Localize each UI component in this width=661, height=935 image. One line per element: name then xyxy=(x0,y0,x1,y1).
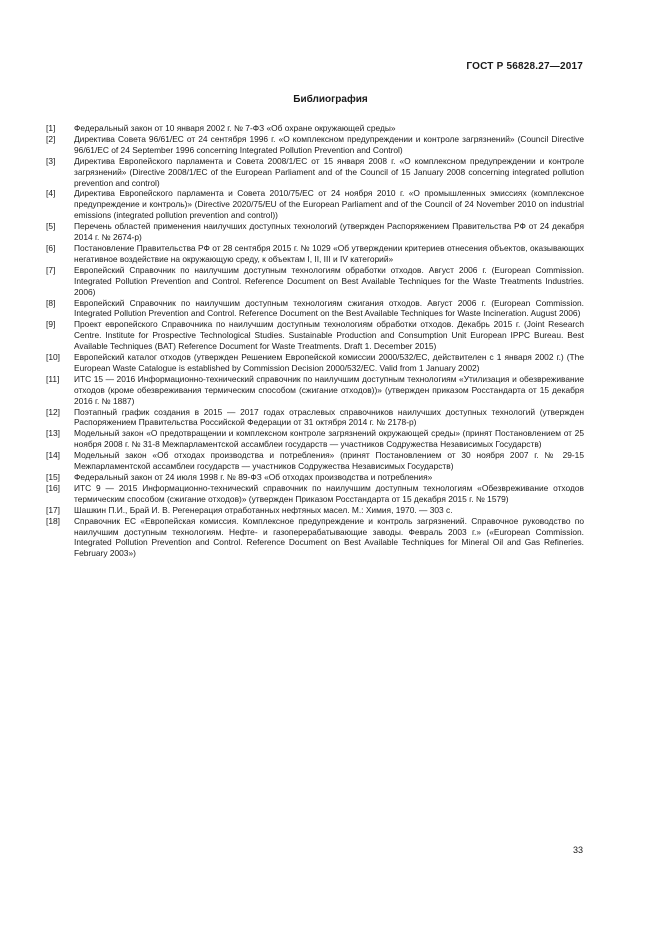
entry-number: [5] xyxy=(46,221,56,232)
entry-number: [17] xyxy=(46,504,60,515)
bibliography-entry xyxy=(46,123,584,134)
entry-text: Европейский каталог отходов (утвержден Решением Европейской комиссии 2000/532/ЕС, действителен с 1 января 2002 г.) (The European Waste Catalogue is established by Commission Decision 2000/532/EC. Valid from 1 January 2002) xyxy=(74,352,584,373)
entry-number: [7] xyxy=(46,264,56,275)
entry-text: Федеральный закон от 10 января 2002 г. № 7-ФЗ «Об охране окружающей среды» xyxy=(74,123,396,133)
document-code: ГОСТ Р 56828.27—2017 xyxy=(466,61,583,72)
entry-number: [12] xyxy=(46,406,60,417)
bibliography-entry xyxy=(46,505,584,516)
bibliography-entry xyxy=(46,319,584,352)
entry-number: [2] xyxy=(46,133,56,144)
entry-number: [3] xyxy=(46,155,56,166)
entry-number: [8] xyxy=(46,297,56,308)
bibliography-entry xyxy=(46,156,584,189)
entry-text: ИТС 15 — 2016 Информационно-технический справочник по наилучшим доступным технологиям «Утилизация и обезвреживание отходов (кроме обезвреживания термическим способом (сжигание отходов))» (утвержден приказом Росстандарта от 15 декабря 2016 г. № 1887) xyxy=(74,373,584,406)
bibliography-entry xyxy=(46,450,584,472)
entry-text: Модельный закон «О предотвращении и комплексном контроле загрязнений окружающей среды» (принят Постановлением от 25 ноября 2008 г. № 31-8 Межпарламентской ассамблеи государств — участников Содружества Независимых Государств) xyxy=(74,428,584,450)
bibliography-entry xyxy=(46,472,584,483)
bibliography-entry xyxy=(46,352,584,374)
entry-number: [16] xyxy=(46,482,60,493)
entry-text: Справочник ЕС «Европейская комиссия. Комплексное предупреждение и контроль загрязнений. Справочное руководство по наилучшим доступным технологиям. Нефте- и газоперерабатывающие заводы. Февраль 2003 г.» («European Commission. Integrated Pollution Prevention and Control. Reference Document on Best Available Techniques for Mineral Oil and Gas Refineries. February 2003») xyxy=(74,515,584,559)
entry-text: Проект европейского Справочника по наилучшим доступным технологиям обработки отходов. Декабрь 2015 г. (Joint Research Centre. Institute for Prospective Technological Studies. Sustainable Production and Consumption Unit European IPPC Bureau. Best Available Techniques (BAT) Reference Document for Waste Treatments. Draft 1. December 2015) xyxy=(74,319,584,352)
entry-text: Европейский Справочник по наилучшим доступным технологиям обработки отходов. Август 2006 г. (European Commission. Integrated Pollution Prevention and Control. Reference Document on Best Available Techniques for the Waste Treatments Industries. 2006) xyxy=(74,264,584,297)
entry-number: [11] xyxy=(46,373,60,384)
section-title: Библиография xyxy=(293,94,368,105)
bibliography-entry xyxy=(46,243,584,265)
bibliography-entry xyxy=(46,374,584,407)
bibliography-list xyxy=(46,123,584,559)
entry-text: Шашкин П.И., Брай И. В. Регенерация отработанных нефтяных масел. М.: Химия, 1970. — 303 с. xyxy=(74,504,453,515)
bibliography-entry xyxy=(46,298,584,320)
bibliography-entry xyxy=(46,221,584,243)
entry-number: [15] xyxy=(46,472,60,482)
bibliography-entry xyxy=(46,265,584,298)
entry-text: Модельный закон «Об отходах производства и потребления» (принят Постановлением от 30 ноября 2007 г. № 29-15 Межпарламентской ассамблеи государств — участников Содружества Независимых Государств) xyxy=(74,450,584,472)
entry-number: [13] xyxy=(46,428,60,439)
entry-text: Директива Европейского парламента и Совета 2008/1/ЕС от 15 января 2008 г. «О комплексном предупреждении и контроле загрязнений» (Directive 2008/1/EC of the European Parliament and of the Council of 15 January 2008 concerning integrated pollution prevention and control) xyxy=(74,155,584,188)
bibliography-entry xyxy=(46,407,584,429)
bibliography-entry xyxy=(46,188,584,221)
bibliography-entry xyxy=(46,516,584,560)
entry-text: Перечень областей применения наилучших доступных технологий (утвержден Распоряжением Правительства РФ от 24 декабря 2014 г. № 2674-р) xyxy=(74,221,584,243)
entry-text: Постановление Правительства РФ от 28 сентября 2015 г. № 1029 «Об утверждении критериев отнесения объектов, оказывающих негативное воздействие на окружающую среду, к объектам I, II, III и IV категорий» xyxy=(74,242,584,264)
entry-number: [6] xyxy=(46,242,56,253)
entry-text: Федеральный закон от 24 июля 1998 г. № 89-ФЗ «Об отходах производства и потребления» xyxy=(74,472,433,482)
entry-text: ИТС 9 — 2015 Информационно-технический справочник по наилучшим доступным технологиям «Обезвреживание отходов термическим способом (сжигание отходов)» (утвержден Приказом Росстандарта от 15 декабря 2015 г. № 1579) xyxy=(74,482,584,504)
bibliography-entry xyxy=(46,483,584,505)
entry-number: [1] xyxy=(46,123,56,133)
bibliography-entry xyxy=(46,134,584,156)
page-number: 33 xyxy=(572,845,583,855)
entry-text: Директива Европейского парламента и Совета 2010/75/ЕС от 24 ноября 2010 г. «О промышленных эмиссиях (комплексное предупреждение и контроль)» (Directive 2020/75/EU of the European Parliament and of the Council of 24 November 2010 on industrial emissions (integrated pollution prevention and control)) xyxy=(74,188,584,221)
entry-number: [18] xyxy=(46,515,60,526)
entry-number: [4] xyxy=(46,188,56,199)
entry-text: Европейский Справочник по наилучшим доступным технологиям сжигания отходов. Август 2006 г. (European Commission. Integrated Pollution Prevention and Control. Reference Document on the Best Available Techniques for Waste Incineration. August 2006) xyxy=(74,297,584,319)
entry-text: Поэтапный график создания в 2015 — 2017 годах отраслевых справочников наилучших доступных технологий (утвержден Распоряжением Правительства Российской Федерации от 31 октября 2014 г. № 2178-р) xyxy=(74,406,584,428)
entry-number: [14] xyxy=(46,450,60,461)
entry-number: [9] xyxy=(46,319,56,330)
entry-text: Директива Совета 96/61/ЕС от 24 сентября 1996 г. «О комплексном предупреждении и контроле загрязнений» (Council Directive 96/61/EC of 24 September 1996 concerning Integrated Pollution Prevention and Control) xyxy=(74,133,584,155)
entry-number: [10] xyxy=(46,352,60,363)
bibliography-entry xyxy=(46,428,584,450)
